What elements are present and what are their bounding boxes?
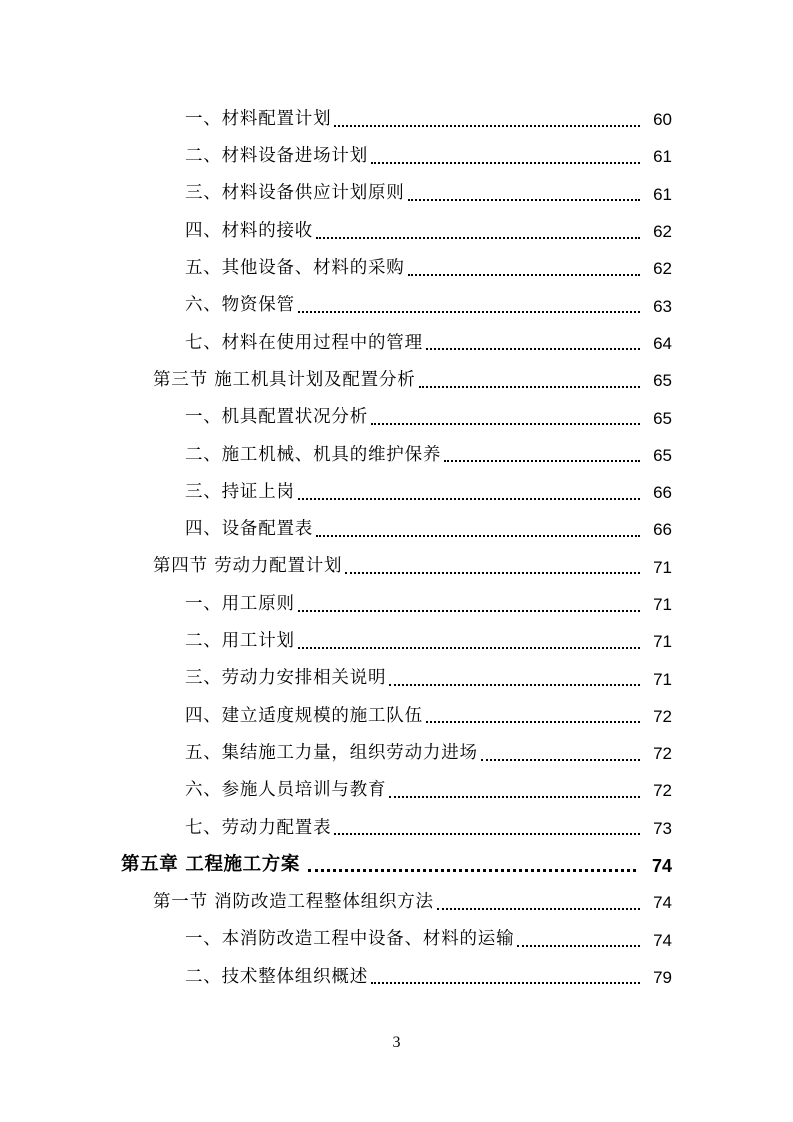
toc-entry-label: 二、施工机械、机具的维护保养	[185, 444, 442, 465]
dot-leader	[298, 647, 640, 649]
toc-entry-label: 第四节 劳动力配置计划	[153, 556, 343, 577]
toc-entry-page: 62	[653, 259, 672, 279]
toc-entry-page: 74	[653, 893, 672, 913]
dot-leader	[298, 498, 640, 500]
dot-leader	[371, 423, 640, 425]
toc-entry-label: 二、材料设备进场计划	[185, 146, 368, 167]
toc-entry-page: 72	[653, 781, 672, 801]
toc-entry[interactable]	[0, 325, 793, 362]
toc-entry-label: 二、用工计划	[185, 631, 295, 652]
toc-entry-page: 74	[653, 930, 672, 950]
toc-entry-label: 第五章 工程施工方案	[121, 854, 300, 876]
toc-entry[interactable]	[0, 772, 793, 809]
toc-entry[interactable]	[0, 698, 793, 735]
toc-entry[interactable]	[0, 810, 793, 847]
toc-entry-label: 一、材料配置计划	[185, 108, 332, 129]
toc-entry[interactable]	[0, 287, 793, 324]
page-number: 3	[392, 1034, 401, 1051]
toc-entry-label: 第三节 施工机具计划及配置分析	[153, 369, 416, 390]
dot-leader	[389, 796, 640, 798]
dot-leader	[298, 311, 640, 313]
toc-chapter-entry[interactable]	[0, 847, 793, 884]
toc-entry[interactable]	[0, 101, 793, 138]
toc-entry-label: 七、材料在使用过程中的管理	[185, 332, 423, 353]
dot-leader	[334, 833, 640, 835]
toc-entry-label: 五、集结施工力量，组织劳动力进场	[185, 742, 478, 763]
toc-entry-page: 71	[653, 632, 672, 652]
toc-entry-label: 四、设备配置表	[185, 519, 314, 540]
dot-leader	[371, 162, 640, 164]
toc-section-entry[interactable]	[0, 884, 793, 921]
dot-leader	[298, 610, 640, 612]
toc-entry-label: 一、本消防改造工程中设备、材料的运输	[185, 929, 515, 950]
dot-leader	[389, 684, 640, 686]
toc-section-entry[interactable]	[0, 549, 793, 586]
toc-entry[interactable]	[0, 922, 793, 959]
toc-entry[interactable]	[0, 138, 793, 175]
dot-leader	[316, 535, 640, 537]
toc-entry[interactable]	[0, 586, 793, 623]
toc-entry-label: 第一节 消防改造工程整体组织方法	[153, 892, 434, 913]
toc-entry-page: 61	[653, 184, 672, 204]
toc-entry[interactable]	[0, 623, 793, 660]
toc-entry-page: 64	[653, 333, 672, 353]
dot-leader	[444, 460, 640, 462]
dot-leader	[316, 237, 640, 239]
dot-leader	[334, 125, 640, 127]
toc-entry[interactable]	[0, 437, 793, 474]
toc-entry-page: 73	[653, 818, 672, 838]
dot-leader	[345, 572, 640, 574]
toc-entry-page: 65	[653, 445, 672, 465]
toc-entry[interactable]	[0, 250, 793, 287]
toc-entry-label: 三、持证上岗	[185, 481, 295, 502]
toc-entry-page: 72	[653, 744, 672, 764]
toc-entry-label: 四、建立适度规模的施工队伍	[185, 705, 423, 726]
toc-entry-page: 72	[653, 706, 672, 726]
toc-entry[interactable]	[0, 399, 793, 436]
toc-entry-page: 63	[653, 296, 672, 316]
toc-entry-page: 79	[653, 967, 672, 987]
toc-entry-label: 六、参施人员培训与教育	[185, 780, 387, 801]
toc-entry[interactable]	[0, 474, 793, 511]
toc-entry-label: 二、技术整体组织概述	[185, 966, 368, 987]
toc-entry-page: 66	[653, 483, 672, 503]
toc-entry-page: 66	[653, 520, 672, 540]
dot-leader	[437, 908, 640, 910]
toc-entry-label: 六、物资保管	[185, 295, 295, 316]
toc-entry-label: 三、劳动力安排相关说明	[185, 668, 387, 689]
toc-entry-label: 三、材料设备供应计划原则	[185, 183, 405, 204]
dot-leader	[419, 386, 640, 388]
dot-leader	[408, 199, 640, 201]
toc-entry-page: 60	[653, 110, 672, 130]
toc-entry-label: 七、劳动力配置表	[185, 817, 332, 838]
toc-entry[interactable]	[0, 735, 793, 772]
toc-section-entry[interactable]	[0, 362, 793, 399]
toc-entry[interactable]	[0, 213, 793, 250]
toc-entry-page: 62	[653, 222, 672, 242]
dot-leader	[517, 945, 640, 947]
toc-entry-page: 74	[651, 855, 672, 876]
dot-leader	[308, 869, 636, 872]
toc-entry-page: 71	[653, 557, 672, 577]
toc-entry-label: 一、用工原则	[185, 593, 295, 614]
table-of-contents	[0, 101, 793, 996]
toc-entry[interactable]	[0, 660, 793, 697]
toc-entry[interactable]	[0, 511, 793, 548]
toc-entry[interactable]	[0, 176, 793, 213]
toc-entry-page: 71	[653, 595, 672, 614]
dot-leader	[371, 982, 640, 984]
toc-entry-label: 五、其他设备、材料的采购	[185, 258, 405, 279]
toc-entry-page: 71	[653, 669, 672, 689]
dot-leader	[481, 759, 640, 761]
toc-entry[interactable]	[0, 959, 793, 996]
toc-entry-label: 四、材料的接收	[185, 220, 314, 241]
dot-leader	[426, 348, 640, 350]
toc-entry-page: 61	[653, 147, 672, 167]
dot-leader	[426, 721, 640, 723]
dot-leader	[408, 274, 640, 276]
toc-entry-page: 65	[653, 408, 672, 428]
toc-entry-page: 65	[653, 371, 672, 391]
toc-entry-label: 一、机具配置状况分析	[185, 407, 368, 428]
